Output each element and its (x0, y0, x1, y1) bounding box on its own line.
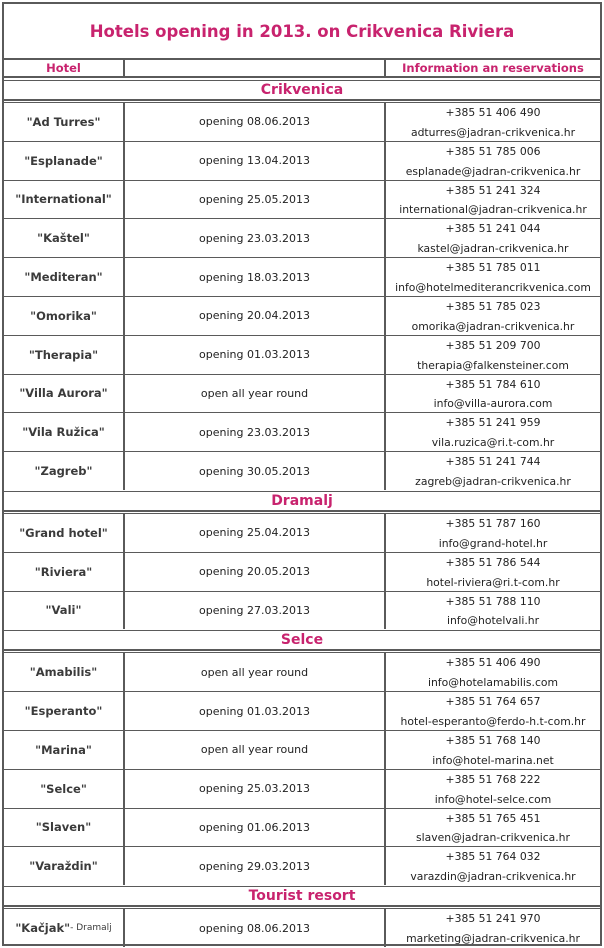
hotel-name-cell (4, 142, 125, 180)
hotel-name-cell (4, 181, 125, 219)
email-address[interactable]: info@hotelamabilis.com (427, 676, 559, 690)
opening-status-cell (125, 258, 386, 296)
section-heading: Selce (4, 630, 600, 651)
contact-cell (386, 219, 600, 257)
hotel-name: "Grand hotel" (19, 525, 108, 540)
opening-status-cell (125, 770, 386, 808)
contact-cell (386, 142, 600, 180)
hotels-table (2, 2, 602, 946)
contact-cell (386, 592, 600, 630)
hotel-name-cell (4, 592, 125, 630)
contact-cell (386, 375, 600, 413)
phone-number: +385 51 788 110 (445, 594, 541, 608)
contact-cell (386, 452, 600, 490)
hotel-name: "Kaštel" (37, 231, 90, 246)
table-row (4, 335, 600, 374)
opening-status: opening 18.03.2013 (199, 270, 310, 284)
hotel-name-cell (4, 692, 125, 730)
hotel-name: "Esperanto" (24, 704, 103, 719)
opening-status-cell (125, 514, 386, 552)
hotel-name: "Vali" (45, 603, 82, 618)
email-address[interactable]: info@hotelvali.hr (446, 614, 540, 628)
phone-number: +385 51 785 006 (445, 144, 541, 158)
contact-cell (386, 553, 600, 591)
contact-cell (386, 297, 600, 335)
opening-status: opening 30.05.2013 (199, 464, 310, 478)
email-address[interactable]: vila.ruzica@ri.t-com.hr (431, 436, 555, 450)
hotel-name: "Mediteran" (24, 270, 103, 285)
contact-cell (386, 847, 600, 885)
hotel-location-suffix: - Dramalj (70, 923, 112, 934)
hotel-name: "Therapia" (28, 347, 99, 362)
table-row (4, 451, 600, 490)
opening-status: opening 29.03.2013 (199, 859, 310, 873)
contact-cell (386, 731, 600, 769)
opening-status: opening 25.04.2013 (199, 526, 310, 540)
contact-cell (386, 514, 600, 552)
hotel-name: "Ad Turres" (26, 114, 101, 129)
table-row (4, 296, 600, 335)
opening-status: opening 25.05.2013 (199, 192, 310, 206)
opening-status: opening 25.03.2013 (199, 782, 310, 796)
opening-status-cell (125, 297, 386, 335)
opening-status: opening 23.03.2013 (199, 425, 310, 439)
hotel-name-cell (4, 909, 125, 947)
email-address[interactable]: info@villa-aurora.com (433, 397, 553, 411)
email-address[interactable]: info@grand-hotel.hr (438, 536, 548, 550)
hotel-name: "Omorika" (30, 308, 97, 323)
phone-number: +385 51 786 544 (445, 555, 541, 569)
opening-status: opening 23.03.2013 (199, 231, 310, 245)
phone-number: +385 51 241 324 (445, 183, 541, 197)
table-row (4, 102, 600, 141)
opening-status-cell (125, 336, 386, 374)
email-address[interactable]: esplanade@jadran-crikvenica.hr (405, 164, 581, 178)
table-row (4, 769, 600, 808)
opening-status: opening 13.04.2013 (199, 154, 310, 168)
hotel-name: "Selce" (40, 781, 87, 796)
hotel-name-cell (4, 553, 125, 591)
table-header (4, 58, 600, 78)
table-row (4, 412, 600, 451)
phone-number: +385 51 241 744 (445, 455, 541, 469)
table-row (4, 846, 600, 885)
opening-status: open all year round (200, 386, 309, 400)
table-row (4, 908, 600, 947)
hotel-name-cell (4, 103, 125, 141)
contact-cell (386, 653, 600, 691)
opening-status: opening 01.03.2013 (199, 704, 310, 718)
opening-status-cell (125, 653, 386, 691)
opening-status-cell (125, 103, 386, 141)
opening-status-cell (125, 809, 386, 847)
opening-status-cell (125, 375, 386, 413)
hotel-name-cell (4, 770, 125, 808)
hotel-name: "Vila Ružica" (22, 425, 105, 440)
hotel-name: "Zagreb" (34, 464, 93, 479)
hotel-name-cell (4, 297, 125, 335)
table-row (4, 808, 600, 847)
opening-status-cell (125, 452, 386, 490)
email-address[interactable]: slaven@jadran-crikvenica.hr (416, 831, 570, 845)
hotel-name-cell (4, 413, 125, 451)
email-address[interactable]: zagreb@jadran-crikvenica.hr (415, 474, 571, 488)
email-address[interactable]: adturres@jadran-crikvenica.hr (410, 125, 576, 139)
email-address[interactable]: info@hotel-selce.com (434, 792, 552, 806)
contact-cell (386, 909, 600, 947)
opening-status: open all year round (200, 743, 309, 757)
phone-number: +385 51 768 222 (445, 772, 541, 786)
table-row (4, 218, 600, 257)
hotel-name: "Kačjak" (15, 921, 71, 936)
phone-number: +385 51 241 970 (445, 912, 541, 926)
opening-status: opening 01.03.2013 (199, 348, 310, 362)
phone-number: +385 51 768 140 (445, 734, 541, 747)
opening-status-cell (125, 553, 386, 591)
hotel-name-cell (4, 219, 125, 257)
email-address[interactable]: therapia@falkensteiner.com (417, 358, 569, 372)
opening-status: opening 20.05.2013 (199, 565, 310, 579)
contact-cell (386, 336, 600, 374)
hotel-name-cell (4, 336, 125, 374)
opening-status-cell (125, 847, 386, 885)
opening-status: opening 20.04.2013 (199, 309, 310, 323)
hotel-name-cell (4, 809, 125, 847)
table-row (4, 374, 600, 413)
opening-status: open all year round (200, 665, 309, 679)
hotel-name-cell (4, 653, 125, 691)
contact-cell (386, 413, 600, 451)
contact-cell (386, 181, 600, 219)
email-address[interactable]: marketing@jadran-crikvenica.hr (406, 931, 580, 945)
table-row (4, 141, 600, 180)
phone-number: +385 51 764 657 (445, 695, 541, 709)
section-heading: Crikvenica (4, 80, 600, 101)
phone-number: +385 51 406 490 (445, 656, 541, 670)
hotel-name: "Varaždin" (29, 859, 98, 874)
email-address[interactable]: info@hotelmediterancrikvenica.com (395, 280, 591, 294)
contact-cell (386, 809, 600, 847)
email-address[interactable]: kastel@jadran-crikvenica.hr (417, 242, 569, 256)
hotel-name-cell (4, 514, 125, 552)
phone-number: +385 51 785 011 (445, 261, 541, 275)
email-address[interactable]: hotel-esperanto@ferdo-h.t-com.hr (400, 714, 586, 728)
phone-number: +385 51 406 490 (445, 106, 541, 119)
header-middle (125, 60, 386, 76)
phone-number: +385 51 241 044 (445, 222, 541, 236)
page-title: Hotels opening in 2013. on Crikvenica Riviera (89, 21, 515, 41)
opening-status: opening 27.03.2013 (199, 603, 310, 617)
opening-status-cell (125, 592, 386, 630)
email-address[interactable]: hotel-riviera@ri.t-com.hr (426, 575, 560, 589)
opening-status: opening 08.06.2013 (199, 115, 310, 129)
table-row (4, 652, 600, 691)
hotel-name: "International" (15, 192, 112, 207)
contact-cell (386, 103, 600, 141)
table-row (4, 691, 600, 730)
hotel-name: "Esplanade" (24, 153, 103, 168)
email-address[interactable]: omorika@jadran-crikvenica.hr (411, 319, 575, 333)
opening-status-cell (125, 219, 386, 257)
opening-status-cell (125, 181, 386, 219)
phone-number: +385 51 787 160 (445, 517, 541, 530)
section-heading: Dramalj (4, 491, 600, 512)
email-address[interactable]: info@hotel-marina.net (432, 753, 554, 767)
hotel-name-cell (4, 847, 125, 885)
header-info: Information an reservations (402, 61, 584, 75)
table-row (4, 180, 600, 219)
phone-number: +385 51 765 451 (445, 811, 541, 825)
phone-number: +385 51 785 023 (445, 300, 541, 313)
header-hotel: Hotel (4, 60, 125, 76)
opening-status-cell (125, 142, 386, 180)
hotel-name: "Slaven" (35, 820, 92, 835)
opening-status-cell (125, 731, 386, 769)
contact-cell (386, 770, 600, 808)
opening-status-cell (125, 909, 386, 947)
phone-number: +385 51 784 610 (445, 377, 541, 391)
section-heading: Tourist resort (4, 886, 600, 907)
contact-cell (386, 692, 600, 730)
phone-number: +385 51 209 700 (445, 338, 541, 352)
phone-number: +385 51 241 959 (445, 416, 541, 430)
hotel-name-cell (4, 731, 125, 769)
hotel-name: "Marina" (35, 742, 92, 757)
table-row (4, 513, 600, 552)
hotel-name-cell (4, 452, 125, 490)
hotel-name: "Riviera" (34, 564, 93, 579)
email-address[interactable]: international@jadran-crikvenica.hr (399, 203, 587, 217)
opening-status: opening 08.06.2013 (199, 921, 310, 935)
hotel-name-cell (4, 375, 125, 413)
opening-status-cell (125, 692, 386, 730)
table-row (4, 257, 600, 296)
table-row (4, 591, 600, 630)
email-address[interactable]: varazdin@jadran-crikvenica.hr (410, 870, 576, 884)
hotel-name: "Amabilis" (29, 665, 98, 680)
phone-number: +385 51 764 032 (445, 850, 541, 864)
hotel-name-cell (4, 258, 125, 296)
hotel-name: "Villa Aurora" (19, 386, 108, 401)
table-row (4, 730, 600, 769)
opening-status-cell (125, 413, 386, 451)
table-row (4, 552, 600, 591)
contact-cell (386, 258, 600, 296)
opening-status: opening 01.06.2013 (199, 820, 310, 834)
